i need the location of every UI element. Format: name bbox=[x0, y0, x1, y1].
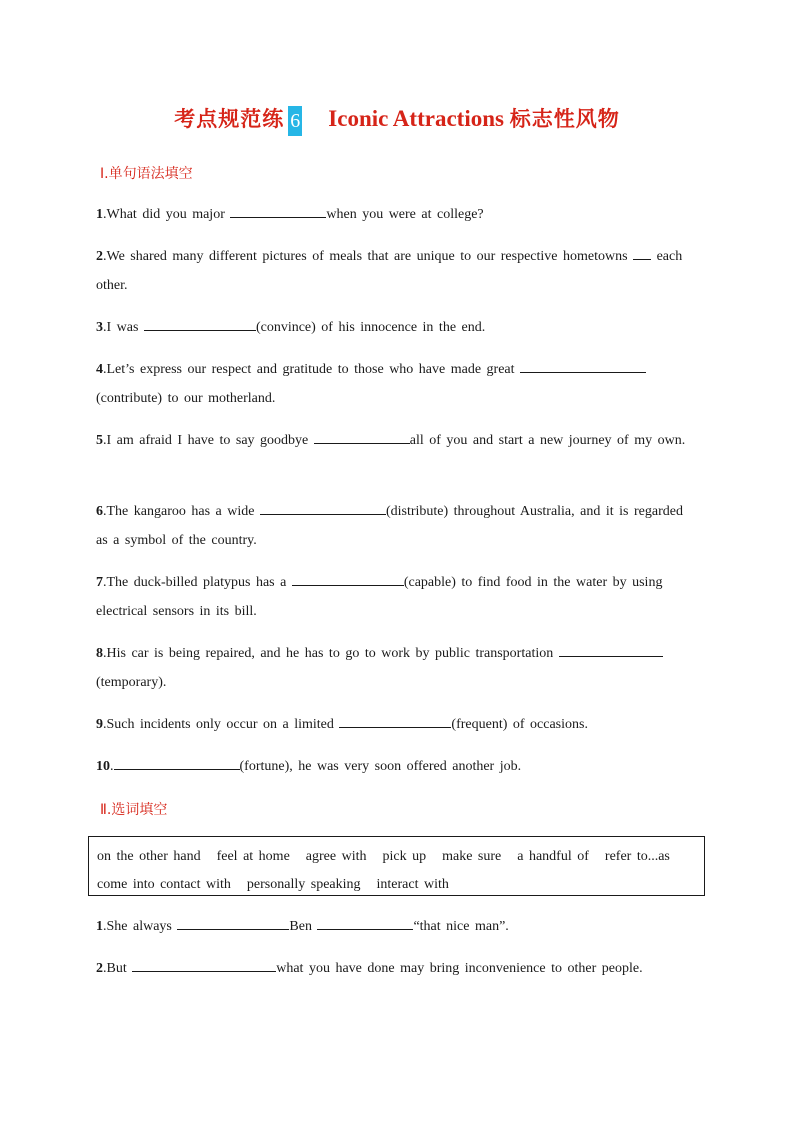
answer-blank[interactable] bbox=[177, 914, 289, 930]
answer-blank[interactable] bbox=[520, 357, 646, 373]
question-text: . bbox=[110, 759, 114, 774]
question-number: 8 bbox=[96, 646, 103, 661]
question-text: (contribute) to our motherland. bbox=[96, 391, 276, 406]
word-bank-phrase: on the other hand bbox=[97, 849, 201, 864]
answer-blank[interactable] bbox=[317, 914, 413, 930]
question-text: .His car is being repaired, and he has to go to work by public transportation bbox=[103, 646, 559, 661]
question-number: 9 bbox=[96, 717, 103, 732]
title-en: Iconic Attractions bbox=[328, 106, 504, 131]
question-text: (capable) to find food in the water by using electrical sensors in its bill. bbox=[96, 575, 663, 619]
question-number: 7 bbox=[96, 575, 103, 590]
question-text: .The kangaroo has a wide bbox=[103, 504, 260, 519]
question-number: 1 bbox=[96, 207, 103, 222]
question-text: (convince) of his innocence in the end. bbox=[255, 320, 486, 335]
question-number: 2 bbox=[96, 961, 103, 976]
lesson-number-badge: 6 bbox=[288, 106, 302, 136]
answer-blank[interactable] bbox=[314, 428, 410, 444]
question-2 bbox=[96, 242, 700, 300]
question-text: all of you and start a new journey of my own. bbox=[409, 433, 686, 448]
question-number: 1 bbox=[96, 919, 103, 934]
question-text: what you have done may bring inconvenience to other people. bbox=[276, 961, 643, 976]
answer-blank[interactable] bbox=[292, 570, 404, 586]
question-1 bbox=[96, 200, 700, 229]
word-bank-phrase: come into contact with bbox=[97, 877, 231, 892]
question-4 bbox=[96, 355, 700, 413]
section1-heading: Ⅰ.单句语法填空 bbox=[100, 166, 193, 182]
answer-blank[interactable] bbox=[339, 712, 451, 728]
word-bank-phrase: personally speaking bbox=[246, 877, 361, 892]
question-number: 2 bbox=[96, 249, 103, 264]
fill-question-1 bbox=[96, 912, 700, 941]
answer-blank[interactable] bbox=[144, 315, 256, 331]
question-6 bbox=[96, 497, 700, 555]
answer-blank[interactable] bbox=[114, 754, 240, 770]
question-text: (distribute) throughout Australia, and it is regarded as a symbol of the country. bbox=[96, 504, 683, 548]
answer-blank[interactable] bbox=[559, 641, 663, 657]
question-text: .I am afraid I have to say goodbye bbox=[103, 433, 314, 448]
question-10 bbox=[96, 752, 700, 781]
question-number: 3 bbox=[96, 320, 103, 335]
answer-blank[interactable] bbox=[633, 244, 651, 260]
question-text: .She always bbox=[103, 919, 178, 934]
answer-blank[interactable] bbox=[132, 956, 276, 972]
question-text: Ben bbox=[289, 919, 318, 934]
question-text: .I was bbox=[103, 320, 144, 335]
question-3 bbox=[96, 313, 700, 342]
page-title bbox=[0, 103, 794, 136]
word-bank-phrase: feel at home bbox=[216, 849, 290, 864]
question-text: “that nice man”. bbox=[413, 919, 509, 934]
question-text: .Let’s express our respect and gratitude to those who have made great bbox=[103, 362, 521, 377]
question-text: .But bbox=[103, 961, 133, 976]
answer-blank[interactable] bbox=[260, 499, 386, 515]
question-text: each other. bbox=[96, 249, 683, 293]
question-text: .Such incidents only occur on a limited bbox=[103, 717, 340, 732]
question-number: 4 bbox=[96, 362, 103, 377]
word-bank-phrase: interact with bbox=[376, 877, 449, 892]
question-number: 5 bbox=[96, 433, 103, 448]
question-text: (frequent) of occasions. bbox=[451, 717, 588, 732]
fill-question-2 bbox=[96, 954, 700, 983]
question-8 bbox=[96, 639, 700, 697]
question-text: when you were at college? bbox=[326, 207, 484, 222]
question-9 bbox=[96, 710, 700, 739]
question-text: (temporary). bbox=[96, 675, 167, 690]
word-bank-phrase: agree with bbox=[305, 849, 367, 864]
word-bank-box bbox=[88, 836, 705, 896]
question-7 bbox=[96, 568, 700, 626]
title-cn: 考点规范练 bbox=[174, 107, 285, 131]
question-text: .We shared many different pictures of meals that are unique to our respective hometowns bbox=[103, 249, 634, 264]
question-text: .What did you major bbox=[103, 207, 231, 222]
question-text: (fortune), he was very soon offered another job. bbox=[239, 759, 522, 774]
section2-heading: Ⅱ.选词填空 bbox=[100, 802, 168, 818]
answer-blank[interactable] bbox=[230, 202, 326, 218]
question-number: 6 bbox=[96, 504, 103, 519]
word-bank-phrase: make sure bbox=[442, 849, 502, 864]
word-bank-phrase: pick up bbox=[382, 849, 427, 864]
title-cn-suffix: 标志性风物 bbox=[509, 107, 620, 131]
word-bank-phrase: refer to...as bbox=[604, 849, 670, 864]
question-5 bbox=[96, 426, 700, 455]
question-number: 10 bbox=[96, 759, 110, 774]
word-bank-phrase: a handful of bbox=[517, 849, 589, 864]
question-text: .The duck-billed platypus has a bbox=[103, 575, 292, 590]
